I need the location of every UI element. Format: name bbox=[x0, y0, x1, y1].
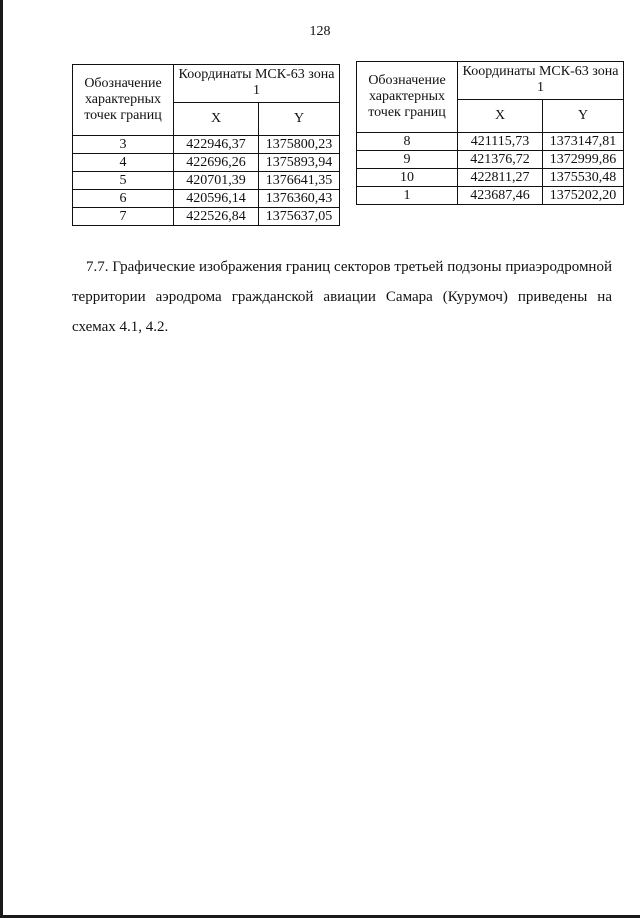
y-cell: 1375530,48 bbox=[543, 169, 624, 187]
y-cell: 1372999,86 bbox=[543, 151, 624, 169]
y-header: Y bbox=[543, 99, 624, 132]
x-cell: 421115,73 bbox=[458, 133, 543, 151]
table-row bbox=[73, 190, 340, 208]
table-row bbox=[73, 136, 340, 154]
coordinates-table-left bbox=[72, 64, 340, 226]
coordinates-table-right bbox=[356, 61, 624, 205]
table-row bbox=[73, 154, 340, 172]
x-cell: 420596,14 bbox=[174, 190, 259, 208]
point-cell: 6 bbox=[73, 190, 174, 208]
y-cell: 1375800,23 bbox=[259, 136, 340, 154]
point-cell: 5 bbox=[73, 172, 174, 190]
scan-edge-left bbox=[0, 0, 3, 918]
point-cell: 7 bbox=[73, 208, 174, 226]
x-cell: 423687,46 bbox=[458, 187, 543, 205]
x-header: X bbox=[174, 102, 259, 135]
table-row bbox=[357, 151, 624, 169]
point-cell: 10 bbox=[357, 169, 458, 187]
y-header: Y bbox=[259, 102, 340, 135]
point-cell: 9 bbox=[357, 151, 458, 169]
paragraph-7-7 bbox=[72, 252, 612, 342]
coord-system-header: Координаты МСК-63 зона 1 bbox=[458, 62, 624, 100]
x-cell: 421376,72 bbox=[458, 151, 543, 169]
point-cell: 3 bbox=[73, 136, 174, 154]
point-cell: 1 bbox=[357, 187, 458, 205]
table-row bbox=[357, 133, 624, 151]
table-row bbox=[73, 208, 340, 226]
table-row bbox=[357, 169, 624, 187]
x-cell: 420701,39 bbox=[174, 172, 259, 190]
x-cell: 422526,84 bbox=[174, 208, 259, 226]
y-cell: 1376641,35 bbox=[259, 172, 340, 190]
point-header: Обозначение характерных точек границ bbox=[357, 62, 458, 133]
y-cell: 1375637,05 bbox=[259, 208, 340, 226]
y-cell: 1376360,43 bbox=[259, 190, 340, 208]
table-row bbox=[73, 172, 340, 190]
page-number: 128 bbox=[309, 24, 331, 39]
y-cell: 1373147,81 bbox=[543, 133, 624, 151]
x-cell: 422696,26 bbox=[174, 154, 259, 172]
x-header: X bbox=[458, 99, 543, 132]
paragraph-text: 7.7. Графические изображения границ секторов третьей подзоны приаэродромной территории аэродрома гражданской авиации Самара (Курумоч) приведены на схемах 4.1, 4.2. bbox=[72, 259, 612, 335]
x-cell: 422946,37 bbox=[174, 136, 259, 154]
point-cell: 4 bbox=[73, 154, 174, 172]
y-cell: 1375893,94 bbox=[259, 154, 340, 172]
point-header: Обозначение характерных точек границ bbox=[73, 65, 174, 136]
y-cell: 1375202,20 bbox=[543, 187, 624, 205]
table-row bbox=[357, 187, 624, 205]
x-cell: 422811,27 bbox=[458, 169, 543, 187]
coord-system-header: Координаты МСК-63 зона 1 bbox=[174, 65, 340, 103]
point-cell: 8 bbox=[357, 133, 458, 151]
